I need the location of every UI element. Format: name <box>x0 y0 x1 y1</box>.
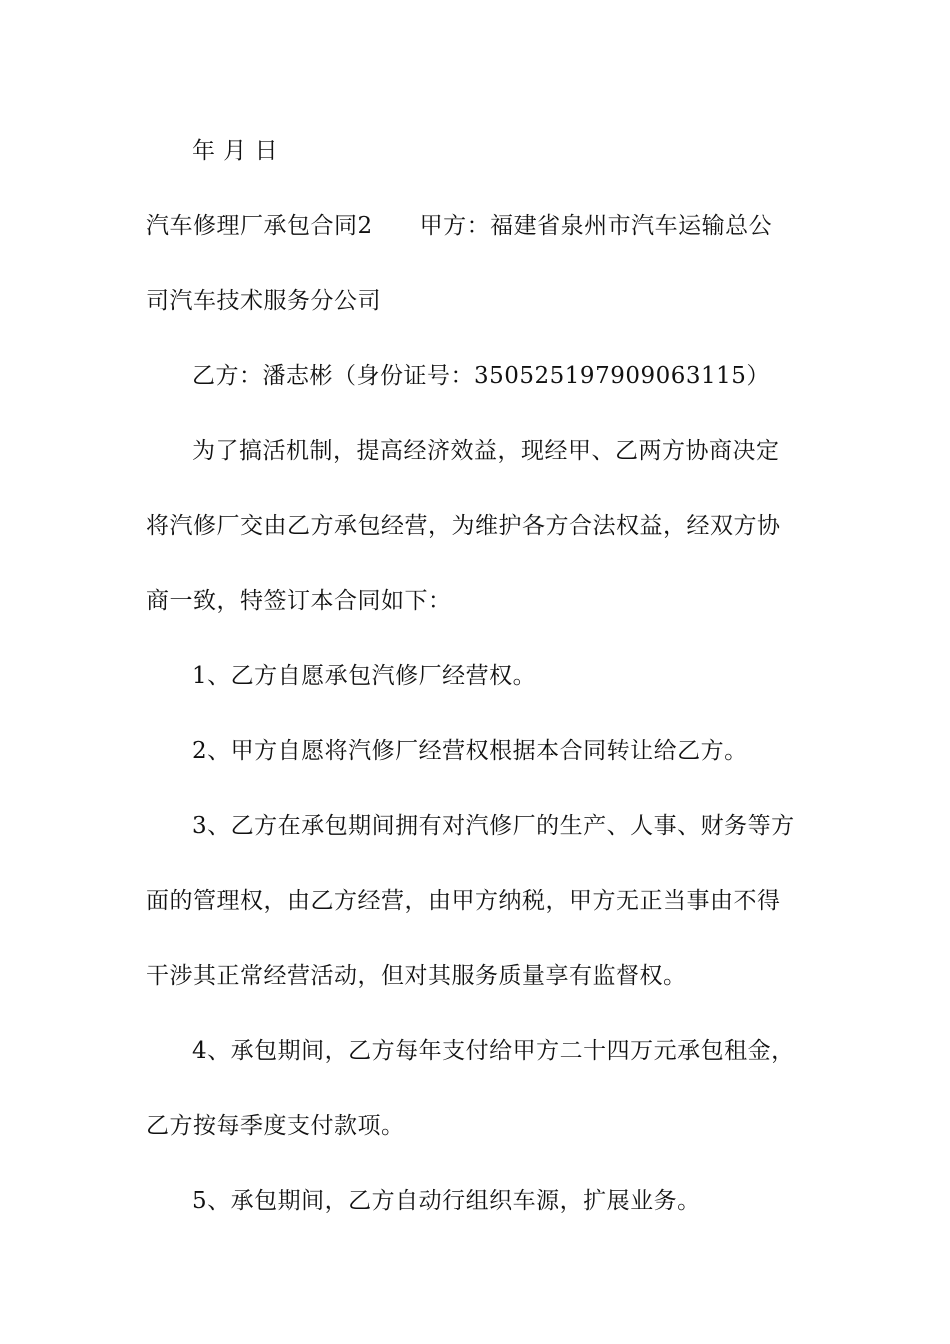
preamble-line-3: 商一致，特签订本合同如下： <box>146 588 452 614</box>
party-b-line: 乙方：潘志彬（身份证号：350525197909063115） <box>192 363 770 389</box>
clause-4-line-2: 乙方按每季度支付款项。 <box>146 1113 405 1139</box>
clause-3-line-2: 面的管理权，由乙方经营，由甲方纳税，甲方无正当事由不得 <box>146 888 781 914</box>
clause-5: 5、承包期间，乙方自动行组织车源，扩展业务。 <box>192 1188 701 1214</box>
clause-4-line-1: 4、承包期间，乙方每年支付给甲方二十四万元承包租金， <box>192 1038 795 1064</box>
preamble-line-1: 为了搞活机制，提高经济效益，现经甲、乙两方协商决定 <box>192 438 780 464</box>
date-line: 年 月 日 <box>192 138 279 164</box>
clause-3-line-3: 干涉其正常经营活动，但对其服务质量享有监督权。 <box>146 963 687 989</box>
party-a-continuation: 司汽车技术服务分公司 <box>146 288 381 314</box>
clause-2: 2、甲方自愿将汽修厂经营权根据本合同转让给乙方。 <box>192 738 748 764</box>
contract-title-line: 汽车修理厂承包合同2 甲方：福建省泉州市汽车运输总公 <box>146 213 773 239</box>
clause-1: 1、乙方自愿承包汽修厂经营权。 <box>192 663 537 689</box>
clause-3-line-1: 3、乙方在承包期间拥有对汽修厂的生产、人事、财务等方 <box>192 813 795 839</box>
preamble-line-2: 将汽修厂交由乙方承包经营，为维护各方合法权益，经双方协 <box>146 513 781 539</box>
